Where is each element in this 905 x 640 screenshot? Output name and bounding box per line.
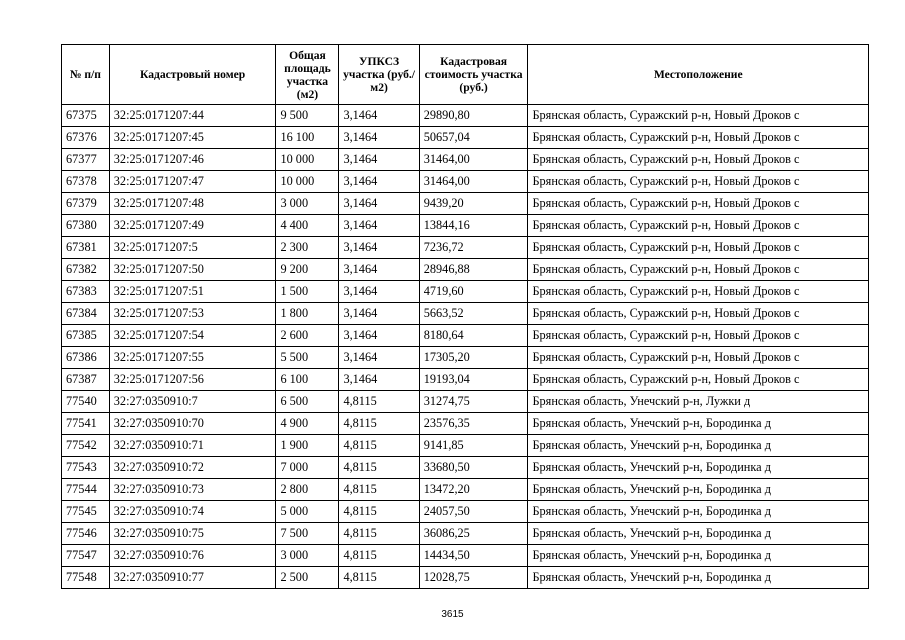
table-row [62, 347, 869, 369]
cell-location: Брянская область, Унечский р-н, Бородинка д [528, 435, 869, 457]
cell-area: 1 900 [276, 435, 339, 457]
cell-upksz: 3,1464 [339, 149, 419, 171]
cell-index: 67386 [62, 347, 110, 369]
cell-upksz: 3,1464 [339, 303, 419, 325]
cell-cadastral-number: 32:25:0171207:44 [109, 105, 276, 127]
cell-upksz: 4,8115 [339, 391, 419, 413]
cell-upksz: 3,1464 [339, 259, 419, 281]
table-row [62, 479, 869, 501]
cell-index: 67380 [62, 215, 110, 237]
cell-cadastral-value: 7236,72 [419, 237, 528, 259]
cell-area: 4 900 [276, 413, 339, 435]
table-row [62, 435, 869, 457]
cell-location: Брянская область, Унечский р-н, Бородинка д [528, 567, 869, 589]
cell-upksz: 4,8115 [339, 413, 419, 435]
cell-cadastral-number: 32:25:0171207:55 [109, 347, 276, 369]
cell-cadastral-value: 29890,80 [419, 105, 528, 127]
cell-location: Брянская область, Унечский р-н, Бородинка д [528, 545, 869, 567]
cell-cadastral-value: 31464,00 [419, 171, 528, 193]
cell-cadastral-value: 28946,88 [419, 259, 528, 281]
cell-upksz: 3,1464 [339, 237, 419, 259]
header-location: Местоположение [528, 45, 869, 105]
cell-location: Брянская область, Унечский р-н, Бородинка д [528, 479, 869, 501]
cell-cadastral-value: 36086,25 [419, 523, 528, 545]
cell-upksz: 3,1464 [339, 193, 419, 215]
cell-upksz: 3,1464 [339, 281, 419, 303]
table-row [62, 391, 869, 413]
cell-cadastral-number: 32:25:0171207:51 [109, 281, 276, 303]
cell-cadastral-number: 32:27:0350910:77 [109, 567, 276, 589]
cell-location: Брянская область, Суражский р-н, Новый Дроков с [528, 347, 869, 369]
cell-index: 77546 [62, 523, 110, 545]
cell-upksz: 3,1464 [339, 171, 419, 193]
cell-cadastral-number: 32:27:0350910:71 [109, 435, 276, 457]
header-area: Общая площадь участка (м2) [276, 45, 339, 105]
cell-location: Брянская область, Суражский р-н, Новый Дроков с [528, 259, 869, 281]
cell-index: 67381 [62, 237, 110, 259]
cell-cadastral-value: 12028,75 [419, 567, 528, 589]
cell-cadastral-number: 32:25:0171207:48 [109, 193, 276, 215]
cell-location: Брянская область, Суражский р-н, Новый Дроков с [528, 193, 869, 215]
cell-cadastral-value: 5663,52 [419, 303, 528, 325]
cell-upksz: 3,1464 [339, 369, 419, 391]
cell-index: 67383 [62, 281, 110, 303]
table-row [62, 303, 869, 325]
table-body [62, 105, 869, 589]
cell-upksz: 3,1464 [339, 215, 419, 237]
table-header-row [62, 45, 869, 105]
cell-index: 67378 [62, 171, 110, 193]
cell-index: 67385 [62, 325, 110, 347]
cell-area: 7 000 [276, 457, 339, 479]
cell-cadastral-number: 32:25:0171207:5 [109, 237, 276, 259]
header-upksz: УПКСЗ участка (руб./м2) [339, 45, 419, 105]
cell-cadastral-value: 31274,75 [419, 391, 528, 413]
cell-area: 3 000 [276, 193, 339, 215]
cell-cadastral-value: 23576,35 [419, 413, 528, 435]
cell-upksz: 3,1464 [339, 325, 419, 347]
table-row [62, 237, 869, 259]
cell-upksz: 3,1464 [339, 105, 419, 127]
cell-index: 67382 [62, 259, 110, 281]
cell-cadastral-number: 32:25:0171207:47 [109, 171, 276, 193]
table-row [62, 369, 869, 391]
cell-cadastral-number: 32:25:0171207:53 [109, 303, 276, 325]
cadastral-table [61, 44, 869, 589]
cell-cadastral-value: 9439,20 [419, 193, 528, 215]
cell-area: 5 500 [276, 347, 339, 369]
header-cadastral-number: Кадастровый номер [109, 45, 276, 105]
table-row [62, 281, 869, 303]
table-row [62, 457, 869, 479]
cell-area: 10 000 [276, 149, 339, 171]
cell-cadastral-number: 32:25:0171207:49 [109, 215, 276, 237]
cell-index: 67387 [62, 369, 110, 391]
table-row [62, 149, 869, 171]
cell-cadastral-value: 8180,64 [419, 325, 528, 347]
cell-cadastral-number: 32:27:0350910:73 [109, 479, 276, 501]
cell-location: Брянская область, Суражский р-н, Новый Дроков с [528, 149, 869, 171]
cell-location: Брянская область, Суражский р-н, Новый Дроков с [528, 303, 869, 325]
cell-index: 67384 [62, 303, 110, 325]
cell-index: 67379 [62, 193, 110, 215]
cell-area: 6 500 [276, 391, 339, 413]
cell-location: Брянская область, Унечский р-н, Бородинка д [528, 523, 869, 545]
cell-area: 9 200 [276, 259, 339, 281]
cell-cadastral-number: 32:27:0350910:74 [109, 501, 276, 523]
cell-cadastral-number: 32:27:0350910:70 [109, 413, 276, 435]
cell-cadastral-number: 32:27:0350910:7 [109, 391, 276, 413]
cell-upksz: 3,1464 [339, 127, 419, 149]
cell-cadastral-value: 14434,50 [419, 545, 528, 567]
cell-location: Брянская область, Унечский р-н, Бородинка д [528, 413, 869, 435]
cell-upksz: 4,8115 [339, 479, 419, 501]
cell-index: 67376 [62, 127, 110, 149]
cell-index: 77544 [62, 479, 110, 501]
table-row [62, 193, 869, 215]
cell-location: Брянская область, Суражский р-н, Новый Дроков с [528, 215, 869, 237]
table-row [62, 105, 869, 127]
cell-index: 67375 [62, 105, 110, 127]
cell-upksz: 4,8115 [339, 501, 419, 523]
cell-area: 9 500 [276, 105, 339, 127]
header-index: № п/п [62, 45, 110, 105]
cell-area: 6 100 [276, 369, 339, 391]
cell-location: Брянская область, Суражский р-н, Новый Дроков с [528, 237, 869, 259]
cell-upksz: 4,8115 [339, 457, 419, 479]
table-row [62, 545, 869, 567]
cell-area: 1 500 [276, 281, 339, 303]
cell-cadastral-value: 50657,04 [419, 127, 528, 149]
table-row [62, 215, 869, 237]
cell-cadastral-number: 32:25:0171207:54 [109, 325, 276, 347]
table-row [62, 171, 869, 193]
cell-index: 77545 [62, 501, 110, 523]
cell-location: Брянская область, Суражский р-н, Новый Дроков с [528, 325, 869, 347]
table-row [62, 413, 869, 435]
cell-area: 2 800 [276, 479, 339, 501]
cell-location: Брянская область, Суражский р-н, Новый Дроков с [528, 127, 869, 149]
cell-location: Брянская область, Унечский р-н, Бородинка д [528, 457, 869, 479]
cell-index: 77542 [62, 435, 110, 457]
cell-cadastral-value: 4719,60 [419, 281, 528, 303]
cell-index: 77547 [62, 545, 110, 567]
table-row [62, 523, 869, 545]
cell-cadastral-value: 31464,00 [419, 149, 528, 171]
table-row [62, 567, 869, 589]
cell-area: 7 500 [276, 523, 339, 545]
cell-cadastral-number: 32:27:0350910:76 [109, 545, 276, 567]
cell-area: 1 800 [276, 303, 339, 325]
cell-area: 2 300 [276, 237, 339, 259]
cell-index: 77541 [62, 413, 110, 435]
cell-location: Брянская область, Суражский р-н, Новый Дроков с [528, 369, 869, 391]
header-cadastral-value: Кадастровая стоимость участка (руб.) [419, 45, 528, 105]
cell-cadastral-value: 13844,16 [419, 215, 528, 237]
cell-upksz: 4,8115 [339, 435, 419, 457]
cell-cadastral-value: 9141,85 [419, 435, 528, 457]
cell-cadastral-number: 32:25:0171207:56 [109, 369, 276, 391]
cell-location: Брянская область, Суражский р-н, Новый Дроков с [528, 171, 869, 193]
cell-index: 77540 [62, 391, 110, 413]
cell-cadastral-number: 32:25:0171207:45 [109, 127, 276, 149]
cell-upksz: 4,8115 [339, 523, 419, 545]
table-row [62, 501, 869, 523]
table-row [62, 127, 869, 149]
cell-area: 3 000 [276, 545, 339, 567]
cell-upksz: 3,1464 [339, 347, 419, 369]
cell-location: Брянская область, Суражский р-н, Новый Дроков с [528, 105, 869, 127]
cell-index: 77548 [62, 567, 110, 589]
cell-cadastral-number: 32:27:0350910:75 [109, 523, 276, 545]
table-row [62, 259, 869, 281]
cell-index: 77543 [62, 457, 110, 479]
cell-upksz: 4,8115 [339, 567, 419, 589]
cell-upksz: 4,8115 [339, 545, 419, 567]
cell-cadastral-value: 24057,50 [419, 501, 528, 523]
cell-cadastral-number: 32:25:0171207:50 [109, 259, 276, 281]
cell-area: 16 100 [276, 127, 339, 149]
cell-area: 4 400 [276, 215, 339, 237]
cell-cadastral-value: 13472,20 [419, 479, 528, 501]
cell-area: 5 000 [276, 501, 339, 523]
cell-cadastral-value: 17305,20 [419, 347, 528, 369]
cell-location: Брянская область, Суражский р-н, Новый Дроков с [528, 281, 869, 303]
cell-cadastral-value: 19193,04 [419, 369, 528, 391]
cell-index: 67377 [62, 149, 110, 171]
cell-cadastral-number: 32:27:0350910:72 [109, 457, 276, 479]
table-row [62, 325, 869, 347]
cell-cadastral-number: 32:25:0171207:46 [109, 149, 276, 171]
cell-area: 2 600 [276, 325, 339, 347]
cell-location: Брянская область, Унечский р-н, Лужки д [528, 391, 869, 413]
cell-cadastral-value: 33680,50 [419, 457, 528, 479]
cell-area: 2 500 [276, 567, 339, 589]
cell-area: 10 000 [276, 171, 339, 193]
page-number: 3615 [441, 609, 464, 620]
cell-location: Брянская область, Унечский р-н, Бородинка д [528, 501, 869, 523]
